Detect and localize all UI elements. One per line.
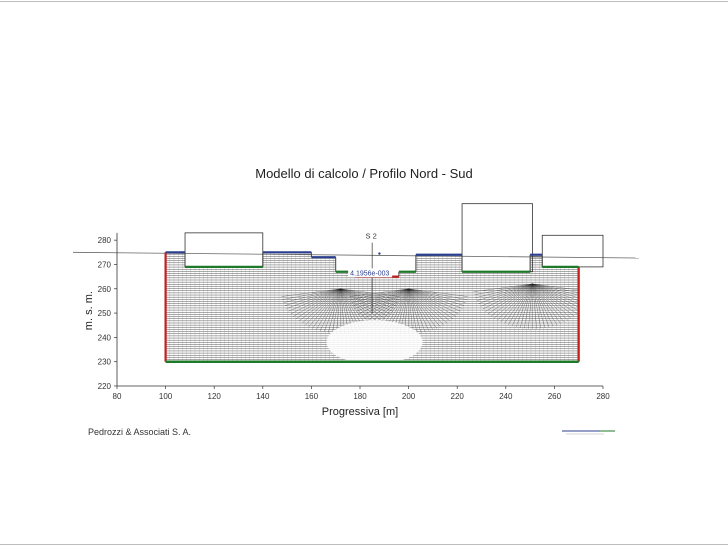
y-axis-label: m. s. m. [83, 291, 95, 331]
x-tick-label: 180 [353, 392, 367, 401]
x-tick-label: 140 [256, 392, 270, 401]
y-tick-label: 280 [97, 236, 111, 246]
x-tick-label: 160 [304, 392, 319, 401]
annotations [348, 232, 392, 313]
mesh-core [327, 320, 423, 364]
value-label: 4.1956e-003 [350, 270, 390, 278]
building-outline [542, 235, 603, 267]
ground-line [73, 252, 639, 258]
x-tick-label: 100 [158, 392, 173, 401]
y-tick-label: 270 [97, 260, 111, 270]
x-tick-label: 260 [547, 392, 562, 401]
y-tick-label: 230 [97, 357, 111, 367]
building-outline [185, 233, 263, 267]
mesh-fan-line [485, 284, 532, 312]
y-tick-label: 240 [97, 333, 111, 343]
value-point [378, 252, 380, 254]
chart-title: Modello di calcolo / Profilo Nord - Sud [255, 166, 473, 181]
x-tick-label: 80 [112, 392, 122, 401]
ground-line-layer [73, 252, 639, 258]
building-outline [462, 204, 532, 272]
section-label: S 2 [365, 231, 377, 241]
x-axis-label: Progressiva [m] [321, 406, 399, 418]
y-tick-label: 250 [97, 309, 111, 319]
y-tick-label: 220 [97, 382, 111, 391]
mesh-fan-line [533, 284, 572, 318]
y-tick-label: 260 [97, 284, 111, 294]
mesh-fan-line [332, 289, 340, 334]
legend-logo [560, 428, 620, 438]
mesh-fan-line [336, 289, 340, 334]
x-tick-label: 220 [450, 392, 464, 401]
mesh-fan-line [409, 289, 417, 334]
company-name: Pedrozzi & Associati S. A. [88, 427, 192, 437]
building-layer [185, 204, 603, 272]
x-tick-label: 120 [207, 392, 221, 401]
x-tick-label: 240 [499, 392, 513, 401]
x-tick-label: 200 [401, 392, 416, 401]
x-tick-label: 280 [596, 392, 610, 401]
